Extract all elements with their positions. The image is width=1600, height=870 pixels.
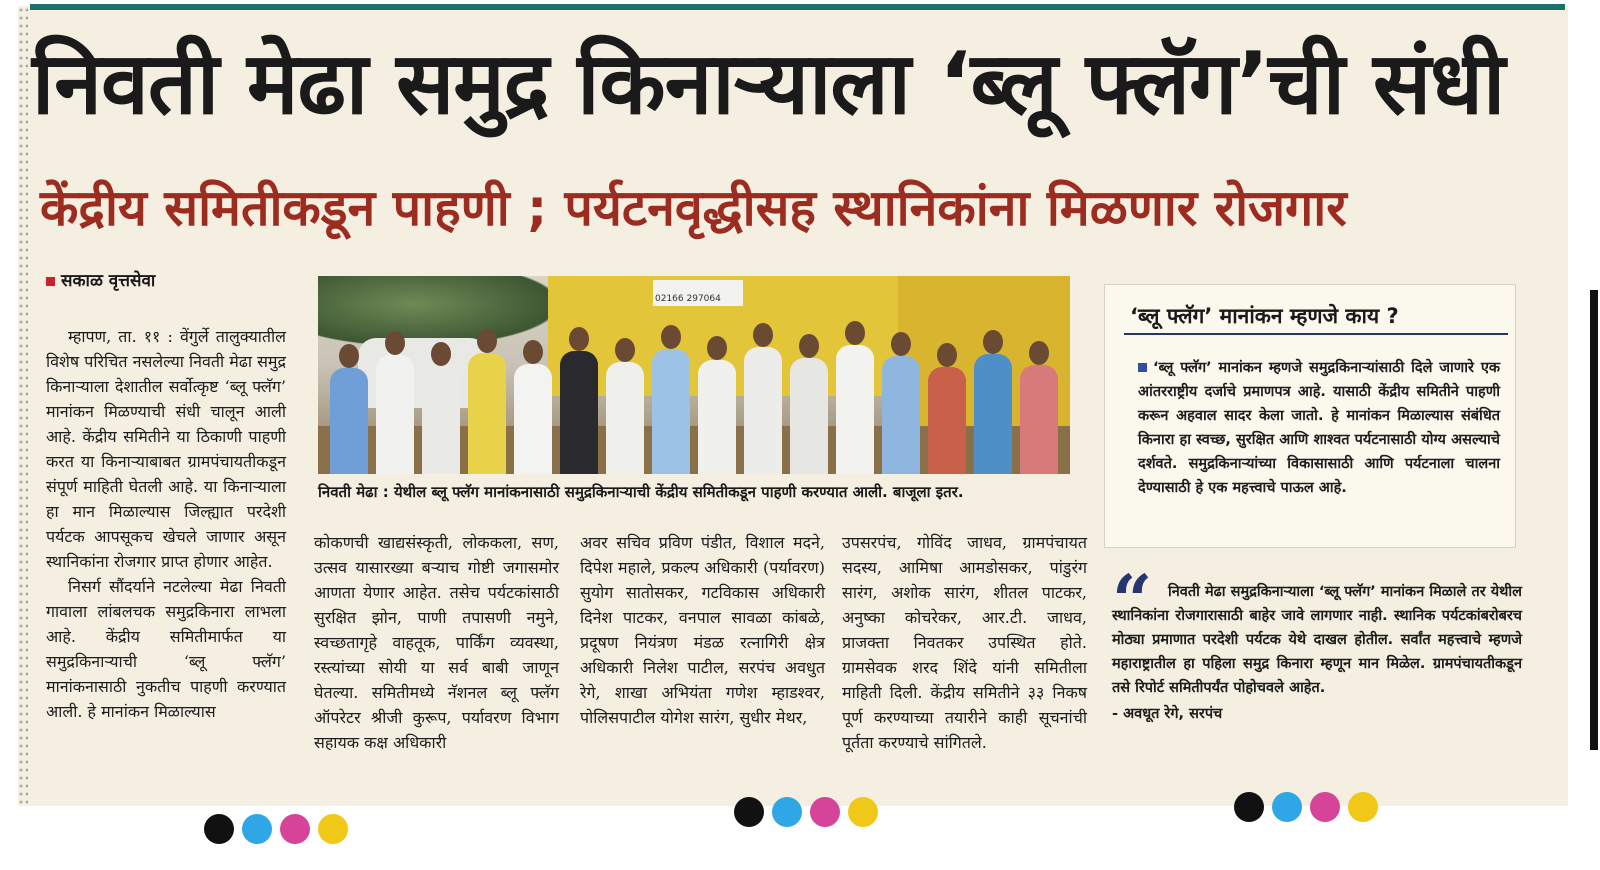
perforated-edge xyxy=(18,6,28,806)
registration-dot-yellow xyxy=(848,797,878,827)
article-paragraph: उपसरपंच, गोविंद जाधव, ग्रामपंचायत सदस्य, आमिषा आमडोसकर, पांडुरंग सारंग, अशोक सारंग, शीतल पाटकर, अनुष्का कोचरेकर, आर.टी. जाधव, प्राजक्ता निवतकर उपस्थित होते. ग्रामसेवक शरद शिंदे यांनी समितीला माहिती दिली. केंद्रीय समितीने ३३ निकष पूर्ण करण्याच्या तयारीने काही सूचनांची पूर्तता करण्याचे सांगितले. xyxy=(842,533,1087,752)
photo-person-head xyxy=(983,330,1003,354)
photo-person xyxy=(652,349,690,474)
photo-person xyxy=(928,367,966,474)
registration-dot-magenta xyxy=(810,797,840,827)
photo-caption: निवती मेढा : येथील ब्लू फ्लॅग मानांकनासाठी समुद्रकिनाऱ्याची केंद्रीय समितीकडून पाहणी करण्यात आली. बाजूला इतर. xyxy=(318,483,964,501)
photo-trees xyxy=(318,276,558,346)
registration-dot-yellow xyxy=(318,814,348,844)
photo-person xyxy=(606,362,644,474)
photo-person xyxy=(514,364,552,474)
article-column-4 xyxy=(842,530,1087,755)
info-box-title: ‘ब्लू फ्लॅग’ मानांकन म्हणजे काय ? xyxy=(1130,304,1399,328)
article-paragraph: म्हापण, ता. ११ : वेंगुर्ले तालुक्यातील विशेष परिचित नसलेल्या निवती मेढा समुद्र किनाऱ्याला देशातील सर्वोत्कृष्ट ‘ब्लू फ्लॅग’ मानांकन मिळण्याची संधी चालून आली आहे. केंद्रीय समितीने या ठिकाणी पाहणी करत या किनाऱ्याबाबत ग्रामपंचायतीकडून संपूर्ण माहिती घेतली आहे. या किनाऱ्याला हा मान मिळाल्यास जिल्ह्यात परदेशी पर्यटक आपसूकच खेचले जाणार असून स्थानिकांना रोजगार प्राप्त होणार आहेत. xyxy=(46,327,286,571)
photo-sign-text: 02166 297064 xyxy=(655,294,721,304)
quote-body: निवती मेढा समुद्रकिनाऱ्याला ‘ब्लू फ्लॅग’ मानांकन मिळाले तर येथील स्थानिकांना रोजगारासाठी बाहेर जावे लागणार नाही. स्थानिक पर्यटकांबरोबरच मोठ्या प्रमाणात परदेशी पर्यटक येथे दाखल होतील. सर्वांत महत्त्वाचे म्हणजे महाराष्ट्रातील हा पहिला समुद्र किनारा म्हणून मान मिळेल. ग्रामपंचायतीकडून तसे रिपोर्ट समितीपर्यंत पोहोचवले आहेत. xyxy=(1112,584,1522,696)
photo-person-head xyxy=(431,342,451,366)
photo-person-head xyxy=(891,332,911,356)
byline-text: सकाळ वृत्तसेवा xyxy=(61,271,156,291)
registration-marks-left xyxy=(204,814,348,844)
registration-dot-black xyxy=(734,797,764,827)
registration-dot-cyan xyxy=(772,797,802,827)
info-box-rule xyxy=(1124,333,1508,335)
registration-dot-black xyxy=(204,814,234,844)
photo-person-head xyxy=(569,327,589,351)
photo-person-head xyxy=(339,344,359,368)
committee-group-photo xyxy=(318,276,1070,474)
photo-person xyxy=(422,366,460,474)
photo-person-head xyxy=(523,340,543,364)
pull-quote xyxy=(1112,580,1522,726)
photo-person-head xyxy=(477,329,497,353)
photo-person xyxy=(974,354,1012,474)
photo-person-head xyxy=(1029,341,1049,365)
registration-dot-magenta xyxy=(280,814,310,844)
info-box-text: ‘ब्लू फ्लॅग’ मानांकन म्हणजे समुद्रकिनाऱ्यांसाठी दिले जाणारे एक आंतरराष्ट्रीय दर्जाचे प्रमाणपत्र आहे. यासाठी केंद्रीय समितीने पाहणी करून अहवाल सादर केला जातो. हे मानांकन मिळाल्यास संबंधित किनारा हा स्वच्छ, सुरक्षित आणि शाश्वत पर्यटनासाठी योग्य असल्याचे दर्शवते. समुद्रकिनाऱ्यांच्या विकासासाठी आणि पर्यटनाला चालना देण्यासाठी हे एक महत्त्वाचे पाऊल आहे. xyxy=(1138,360,1500,496)
photo-person xyxy=(330,368,368,474)
byline-marker xyxy=(46,277,55,286)
photo-person xyxy=(560,351,598,474)
article-column-1 xyxy=(46,324,286,724)
photo-person-head xyxy=(937,343,957,367)
subheadline: केंद्रीय समितीकडून पाहणी ; पर्यटनवृद्धीसह स्थानिकांना मिळणार रोजगार xyxy=(40,179,1347,237)
photo-person xyxy=(376,355,414,474)
photo-person xyxy=(744,347,782,474)
photo-person xyxy=(698,360,736,474)
article-paragraph: अवर सचिव प्रविण पंडीत, विशाल मदने, दिपेश महाले, प्रकल्प अधिकारी (पर्यावरण) सुयोग सातोसकर, गटविकास अधिकारी दिनेश पाटकर, वनपाल सावळा कांबळे, प्रदूषण नियंत्रण मंडळ रत्नागिरी क्षेत्र अधिकारी निलेश पाटील, सरपंच अवधुत रेगे, शाखा अभियंता गणेश म्हाडश्वर, पोलिसपाटील योगेश सारंग, सुधीर मेथर, xyxy=(580,533,825,727)
photo-person xyxy=(468,353,506,474)
photo-person xyxy=(1020,365,1058,474)
photo-person xyxy=(790,358,828,474)
info-box-body xyxy=(1138,356,1500,500)
quote-attribution: - अवधूत रेगे, सरपंच xyxy=(1112,706,1223,722)
info-box-marker xyxy=(1138,363,1147,372)
photo-person-head xyxy=(799,334,819,358)
registration-dot-yellow xyxy=(1348,792,1378,822)
registration-marks-right xyxy=(1234,792,1378,822)
registration-dot-black xyxy=(1234,792,1264,822)
article-paragraph: निसर्ग सौंदर्याने नटलेल्या मेढा निवती गावाला लांबलचक समुद्रकिनारा लाभला आहे. केंद्रीय समितीमार्फत या समुद्रकिनाऱ्याची ‘ब्लू फ्लॅग’ मानांकनासाठी नुकतीच पाहणी करण्यात आली. हे मानांकन मिळाल्यास xyxy=(46,577,286,721)
photo-signboard xyxy=(653,280,743,306)
top-color-bar xyxy=(30,4,1565,10)
byline xyxy=(46,268,155,291)
photo-person-head xyxy=(661,325,681,349)
photo-person xyxy=(836,345,874,474)
headline: निवती मेढा समुद्र किनाऱ्याला ‘ब्लू फ्लॅग’ची संधी xyxy=(32,34,1505,134)
photo-person-head xyxy=(753,323,773,347)
photo-person-head xyxy=(385,331,405,355)
page-edge-shadow xyxy=(1590,290,1598,750)
article-column-3 xyxy=(580,530,825,730)
registration-dot-cyan xyxy=(242,814,272,844)
photo-person-head xyxy=(615,338,635,362)
registration-dot-cyan xyxy=(1272,792,1302,822)
article-column-2 xyxy=(314,530,559,755)
quote-mark-icon: “ xyxy=(1112,559,1153,642)
registration-dot-magenta xyxy=(1310,792,1340,822)
photo-person-head xyxy=(707,336,727,360)
registration-marks-center xyxy=(734,797,878,827)
photo-person xyxy=(882,356,920,474)
photo-person-head xyxy=(845,321,865,345)
article-paragraph: कोकणची खाद्यसंस्कृती, लोककला, सण, उत्सव यासारख्या बऱ्याच गोष्टी जगासमोर आणता येणार आहेत. तसेच पर्यटकांसाठी सुरक्षित झोन, पाणी तपासणी नमुने, स्वच्छतागृहे वाहतूक, पार्किंग व्यवस्था, रस्त्यांच्या सोयी या सर्व बाबी जाणून घेतल्या. समितीमध्ये नॅशनल ब्लू फ्लॅग ऑपरेटर श्रीजी कुरूप, पर्यावरण विभाग सहायक कक्ष अधिकारी xyxy=(314,533,559,752)
